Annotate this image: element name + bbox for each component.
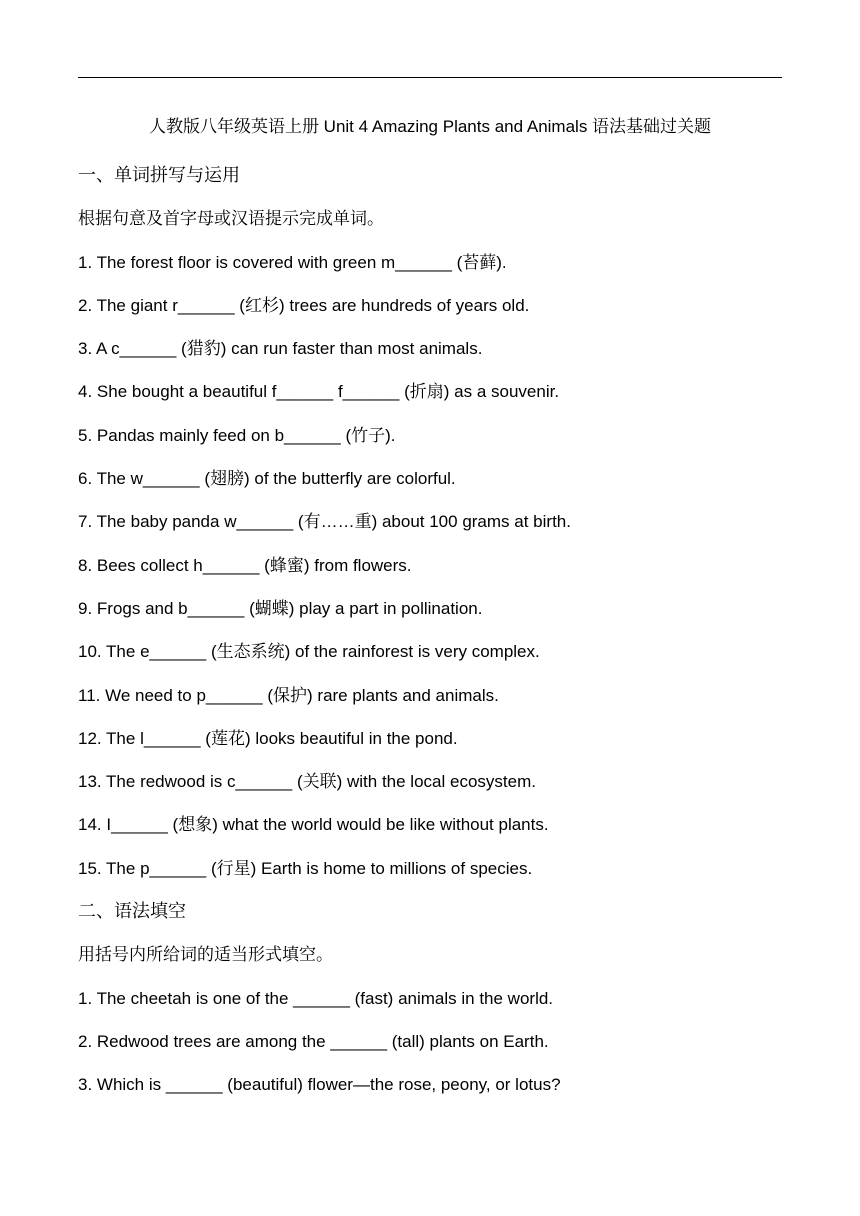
section2-instruction: 用括号内所给词的适当形式填空。 bbox=[78, 945, 333, 966]
header-rule bbox=[78, 77, 782, 78]
question-item: 5. Pandas mainly feed on b______ (竹子). bbox=[78, 425, 396, 445]
question-item: 1. The forest floor is covered with green m______ (苔藓). bbox=[78, 252, 507, 272]
section1-heading: 一、单词拼写与运用 bbox=[78, 165, 240, 186]
question-item: 10. The e______ (生态系统) of the rainforest is very complex. bbox=[78, 642, 540, 662]
question-item: 12. The l______ (莲花) looks beautiful in the pond. bbox=[78, 728, 458, 748]
question-item: 7. The baby panda w______ (有……重) about 100 grams at birth. bbox=[78, 512, 571, 532]
question-item: 13. The redwood is c______ (关联) with the local ecosystem. bbox=[78, 772, 536, 792]
question-item: 8. Bees collect h______ (蜂蜜) from flowers. bbox=[78, 555, 412, 575]
question-item: 2. The giant r______ (红杉) trees are hundreds of years old. bbox=[78, 295, 530, 315]
question-item: 1. The cheetah is one of the ______ (fast) animals in the world. bbox=[78, 988, 554, 1008]
document-title: 人教版八年级英语上册 Unit 4 Amazing Plants and Animals 语法基础过关题 bbox=[148, 117, 712, 136]
section1-instruction: 根据句意及首字母或汉语提示完成单词。 bbox=[78, 209, 384, 230]
question-item: 3. A c______ (猎豹) can run faster than most animals. bbox=[78, 339, 483, 359]
question-item: 14. I______ (想象) what the world would be like without plants. bbox=[78, 815, 549, 835]
question-item: 9. Frogs and b______ (蝴蝶) play a part in pollination. bbox=[78, 598, 483, 618]
question-item: 2. Redwood trees are among the ______ (tall) plants on Earth. bbox=[78, 1031, 549, 1051]
document-body bbox=[78, 162, 782, 1115]
question-item: 15. The p______ (行星) Earth is home to millions of species. bbox=[78, 858, 533, 878]
question-item: 11. We need to p______ (保护) rare plants and animals. bbox=[78, 685, 499, 705]
section2-heading: 二、语法填空 bbox=[78, 901, 186, 923]
question-item: 6. The w______ (翅膀) of the butterfly are colorful. bbox=[78, 469, 456, 489]
question-item: 4. She bought a beautiful f______ f______ (折扇) as a souvenir. bbox=[78, 382, 560, 402]
question-item: 3. Which is ______ (beautiful) flower—the rose, peony, or lotus? bbox=[78, 1075, 561, 1095]
